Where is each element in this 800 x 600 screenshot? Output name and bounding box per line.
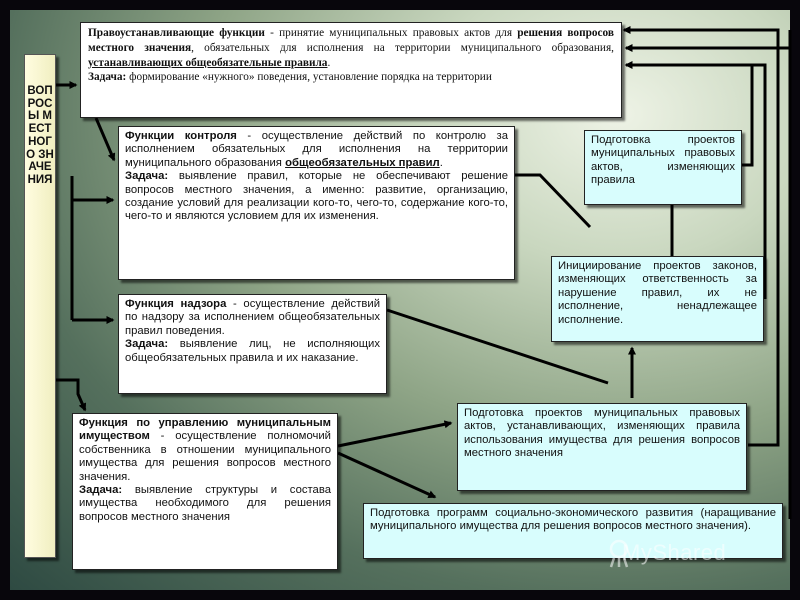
control-text-1: - осуществление действий по контролю за исполнением обязательных для исполнения на территории муниципального образования [125,130,508,169]
arrow-lawmaking-control [96,118,114,160]
projects-property-text: Подготовка проектов муниципальных правовых актов, устанавливающих, изменяющих правила использования имущества для решения вопросов местного значения [464,407,740,460]
supervision-task-text: выявление лиц, не исполняющих общеобязательных правила и их наказание. [125,338,380,364]
lawmaking-emph-2: устанавливающих общеобязательные правила [88,56,328,69]
projects-rules-text: Подготовка проектов муниципальных правовых актов, изменяющих правила [591,134,735,187]
programs-text: Подготовка программ социально-экономического развития (наращивание муниципального имущества для решения вопросов местного значения). [370,507,776,533]
box-property-management [72,413,338,570]
property-title: Функция по управлению муниципальным имуществом [79,417,331,443]
supervision-text: - осуществление действий по надзору за исполнением общеобязательных правил поведения. [125,298,381,337]
box-supervision-function [118,294,387,394]
lawmaking-text-2: , обязательных для исполнения на территории муниципального образования, [191,41,614,54]
box-projects-changing-rules [584,130,742,205]
box-lawmaking-functions [80,22,622,118]
watermark-text: MyShared [622,540,727,565]
box-projects-property-rules [457,403,747,491]
property-task-text: выявление структуры и состава имущества необходимого для решения вопросов местного значения [79,484,331,523]
feedback-line-1 [624,30,778,445]
sidebar-local-issues [24,54,56,558]
lawmaking-text-1: - принятие муниципальных правовых актов для [264,27,518,39]
control-text-2: . [439,156,443,169]
control-emph: общеобязательных правил [285,156,440,169]
property-text: - осуществление полномочий собственника в отношении муниципального имущества для решения вопросов местного значения. [79,430,331,483]
lawmaking-text-3: . [327,56,331,69]
arrow-control-projects-rules [515,175,590,227]
supervision-task-label: Задача: [125,338,169,351]
arrow-property-projects-property [338,423,451,446]
sidebar-label: ВОПРОСЫ МЕСТНОГО ЗНАЧЕНИЯ [26,85,54,186]
control-title: Функции контроля [125,130,237,142]
lawmaking-emph-1: решения вопросов местного значения [88,27,614,54]
property-task-label: Задача: [79,484,123,497]
box-control-functions [118,126,515,280]
supervision-title: Функция надзора [125,298,227,310]
lawmaking-task-text: формирование «нужного» поведения, установление порядка на территории [126,71,492,84]
arrow-property-programs [338,453,435,497]
lawmaking-task-label: Задача: [88,71,127,84]
control-task-label: Задача: [125,170,169,183]
feedback-line-4 [742,66,752,165]
box-law-initiative [551,256,764,342]
control-task-text: выявление правил, которые не обеспечивают решение вопросов местного значения, а именно: развитие, организацию, создание условий для реализации кого-то, чего-то, содержание кого-то, чего-то и являются условием для их изменения. [125,170,508,223]
arrow-sidebar-property [54,380,85,410]
lawmaking-title: Правоустанавливающие функции [88,27,265,39]
initiative-text: Инициирование проектов законов, изменяющих ответственность за нарушение правил, их не исполнение, ненадлежащее исполнение. [558,260,757,326]
